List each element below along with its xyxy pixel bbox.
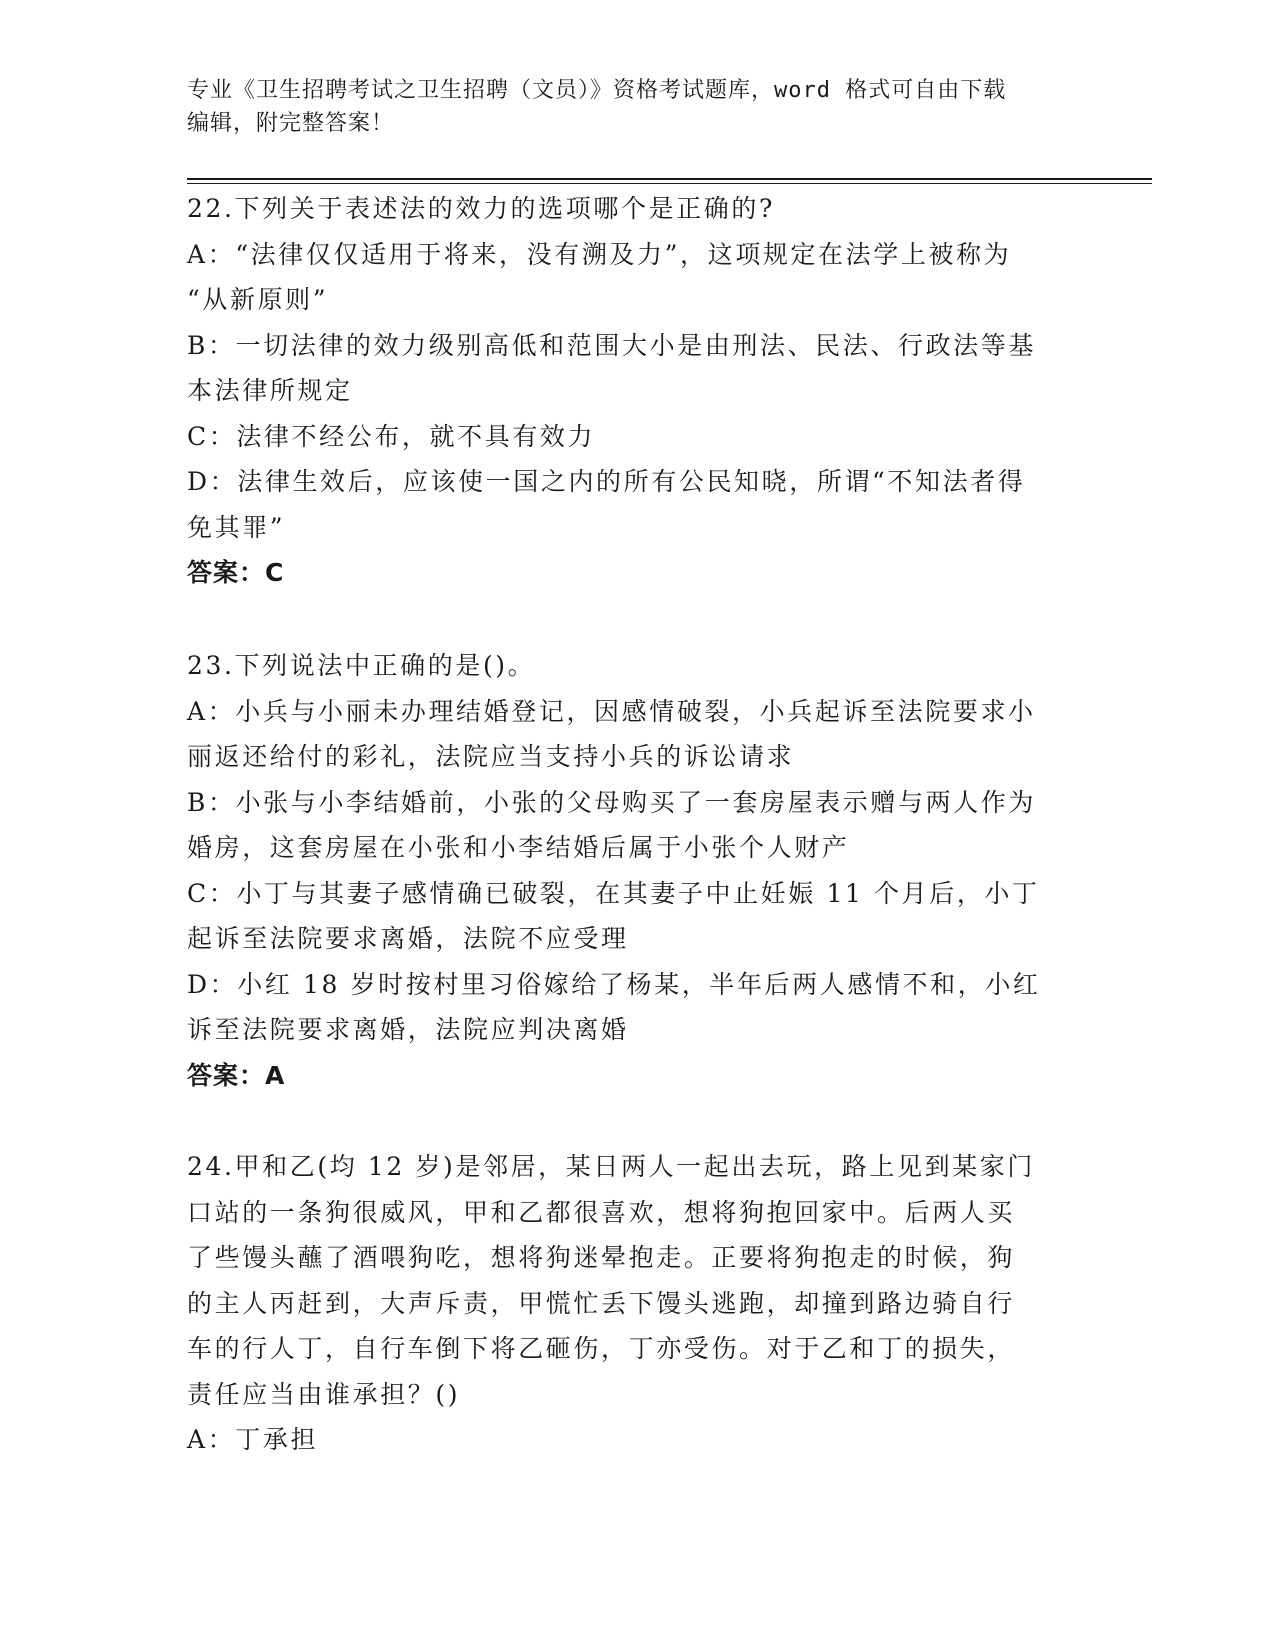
answer-label: 答案：C bbox=[187, 558, 285, 587]
option-d: D：法律生效后，应该使一国之内的所有公民知晓，所谓“不知法者得 免其罪” bbox=[187, 467, 1026, 542]
option-c: C：小丁与其妻子感情确已破裂，在其妻子中止妊娠 11 个月后，小丁 起诉至法院要求离婚，法院不应受理 bbox=[187, 878, 1040, 953]
header-rule-thick bbox=[187, 178, 1152, 180]
option-d: D：小红 18 岁时按村里习俗嫁给了杨某，半年后两人感情不和，小红 诉至法院要求离婚，法院应判决离婚 bbox=[187, 969, 1041, 1044]
option-b: B：一切法律的效力级别高低和范围大小是由刑法、民法、行政法等基 本法律所规定 bbox=[187, 330, 1036, 405]
option-b: B：小张与小李结婚前，小张的父母购买了一套房屋表示赠与两人作为 婚房，这套房屋在小张和小李结婚后属于小张个人财产 bbox=[187, 787, 1036, 862]
option-a: A：小兵与小丽未办理结婚登记，因感情破裂，小兵起诉至法院要求小 丽返还给付的彩礼，法院应当支持小兵的诉讼请求 bbox=[187, 696, 1036, 771]
question-stem: 22.下列关于表述法的效力的选项哪个是正确的? bbox=[187, 194, 775, 223]
answer-label: 答案：A bbox=[187, 1060, 286, 1090]
question-23 bbox=[187, 643, 1067, 1098]
question-stem: 24.甲和乙(均 12 岁)是邻居，某日两人一起出去玩，路上见到某家门 口站的一条狗很威风，甲和乙都很喜欢，想将狗抱回家中。后两人买 了些馒头蘸了酒喂狗吃，想将狗迷晕抱走。正要将狗抱走的时候，狗 的主人丙赶到，大声斥责，甲慌忙丢下馒头逃跑，却撞到路边骑自行 车的行人丁，自行车倒下将乙砸伤，丁亦受伤。对于乙和丁的损失， 责任应当由谁承担？() bbox=[187, 1152, 1035, 1409]
option-c: C：法律不经公布，就不具有效力 bbox=[187, 421, 596, 451]
question-stem: 23.下列说法中正确的是()。 bbox=[187, 651, 536, 680]
question-24 bbox=[187, 1144, 1067, 1463]
document-header: 专业《卫生招聘考试之卫生招聘（文员）》资格考试题库，word 格式可自由下载 编辑，附完整答案！ bbox=[187, 78, 1007, 136]
option-a: A：丁承担 bbox=[187, 1425, 319, 1454]
header-rule-thin bbox=[187, 183, 1152, 184]
question-22 bbox=[187, 186, 1067, 596]
option-a: A：“法律仅仅适用于将来，没有溯及力”，这项规定在法学上被称为 “从新原则” bbox=[187, 239, 1012, 314]
